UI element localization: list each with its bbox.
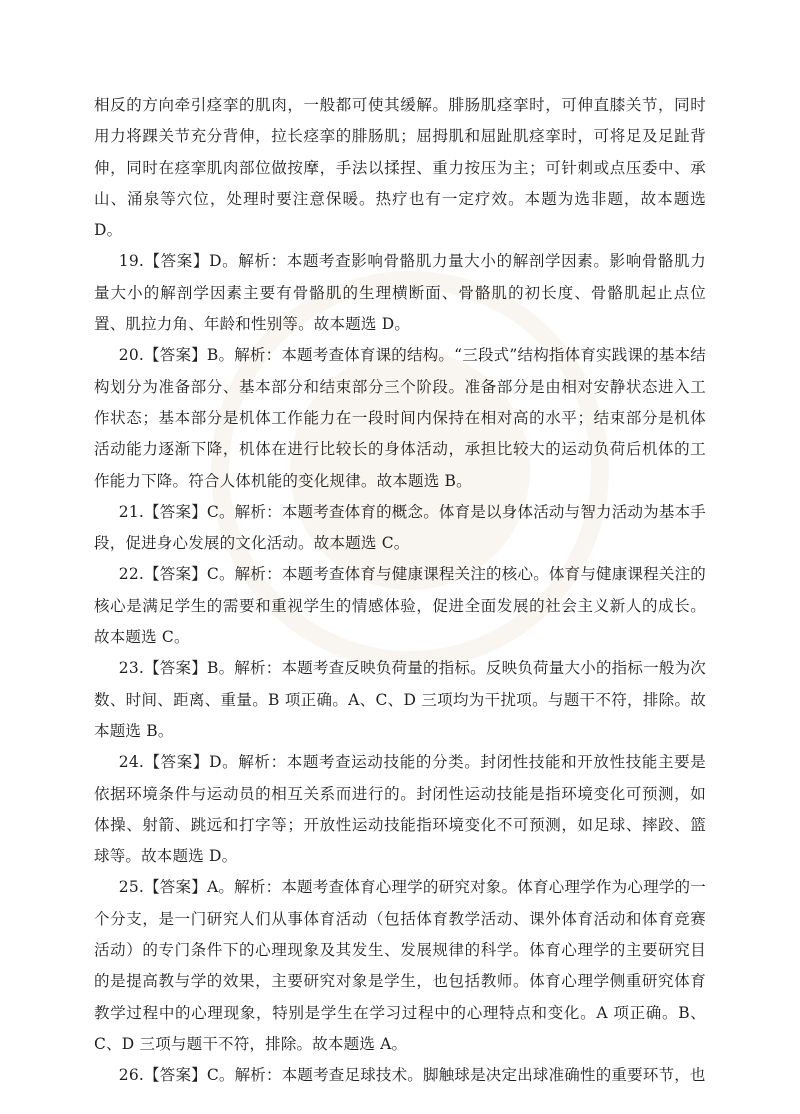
paragraph-answer-23: 23.【答案】B。解析：本题考查反映负荷量的指标。反映负荷量大小的指标一般为次数、时间、距离、重量。B 项正确。A、C、D 三项均为干扰项。与题干不符，排除。故本题选 B。 [94, 659, 706, 740]
document-body [94, 90, 706, 1092]
paragraph-answer-24: 24.【答案】D。解析：本题考查运动技能的分类。封闭性技能和开放性技能主要是依据环境条件与运动员的相互关系而进行的。封闭性运动技能是指环境变化可预测，如体操、射箭、跳远和打字等；开放性运动技能指环境变化不可预测，如足球、摔跤、篮球等。故本题选 D。 [94, 753, 706, 866]
paragraph-answer-22: 22.【答案】C。解析：本题考查体育与健康课程关注的核心。体育与健康课程关注的核心是满足学生的需要和重视学生的情感体验，促进全面发展的社会主义新人的成长。故本题选 C。 [94, 565, 706, 647]
paragraph-answer-26: 26.【答案】C。解析：本题考查足球技术。脚触球是决定出球准确性的重要环节，也 [118, 1066, 706, 1085]
paragraph-answer-19: 19.【答案】D。解析：本题考查影响骨骼肌力量大小的解剖学因素。影响骨骼肌力量大小的解剖学因素主要有骨骼肌的生理横断面、骨骼肌的初长度、骨骼肌起止点位置、肌拉力角、年龄和性别等。故本题选 D。 [94, 252, 706, 334]
paragraph-answer-20: 20.【答案】B。解析：本题考查体育课的结构。“三段式”结构指体育实践课的基本结构划分为准备部分、基本部分和结束部分三个阶段。准备部分是由相对安静状态进入工作状态；基本部分是机体工作能力在一段时间内保持在相对高的水平；结束部分是机体活动能力逐渐下降，机体在进行比较长的身体活动，承担比较大的运动负荷后机体的工作能力下降。符合人体机能的变化规律。故本题选 B。 [94, 346, 706, 490]
paragraph-answer-21: 21.【答案】C。解析：本题考查体育的概念。体育是以身体活动与智力活动为基本手段，促进身心发展的文化活动。故本题选 C。 [94, 502, 706, 553]
paragraph-continuation: 相反的方向牵引痉挛的肌肉，一般都可使其缓解。腓肠肌痉挛时，可伸直膝关节，同时用力将踝关节充分背伸，拉长痉挛的腓肠肌；屈拇肌和屈趾肌痉挛时，可将足及足趾背伸，同时在痉挛肌肉部位做按摩，手法以揉捏、重力按压为主；可针刺或点压委中、承山、涌泉等穴位，处理时要注意保暖。热疗也有一定疗效。本题为选非题，故本题选 D。 [94, 96, 706, 240]
paragraph-answer-25: 25.【答案】A。解析：本题考查体育心理学的研究对象。体育心理学作为心理学的一个分支，是一门研究人们从事体育活动（包括体育教学活动、课外体育活动和体育竞赛活动）的专门条件下的心理现象及其发生、发展规律的科学。体育心理学的主要研究目的是提高教与学的效果，主要研究对象是学生，也包括教师。体育心理学侧重研究体育教学过程中的心理现象，特别是学生在学习过程中的心理特点和变化。A 项正确。B、C、D 三项与题干不符，排除。故本题选 A。 [94, 878, 706, 1053]
